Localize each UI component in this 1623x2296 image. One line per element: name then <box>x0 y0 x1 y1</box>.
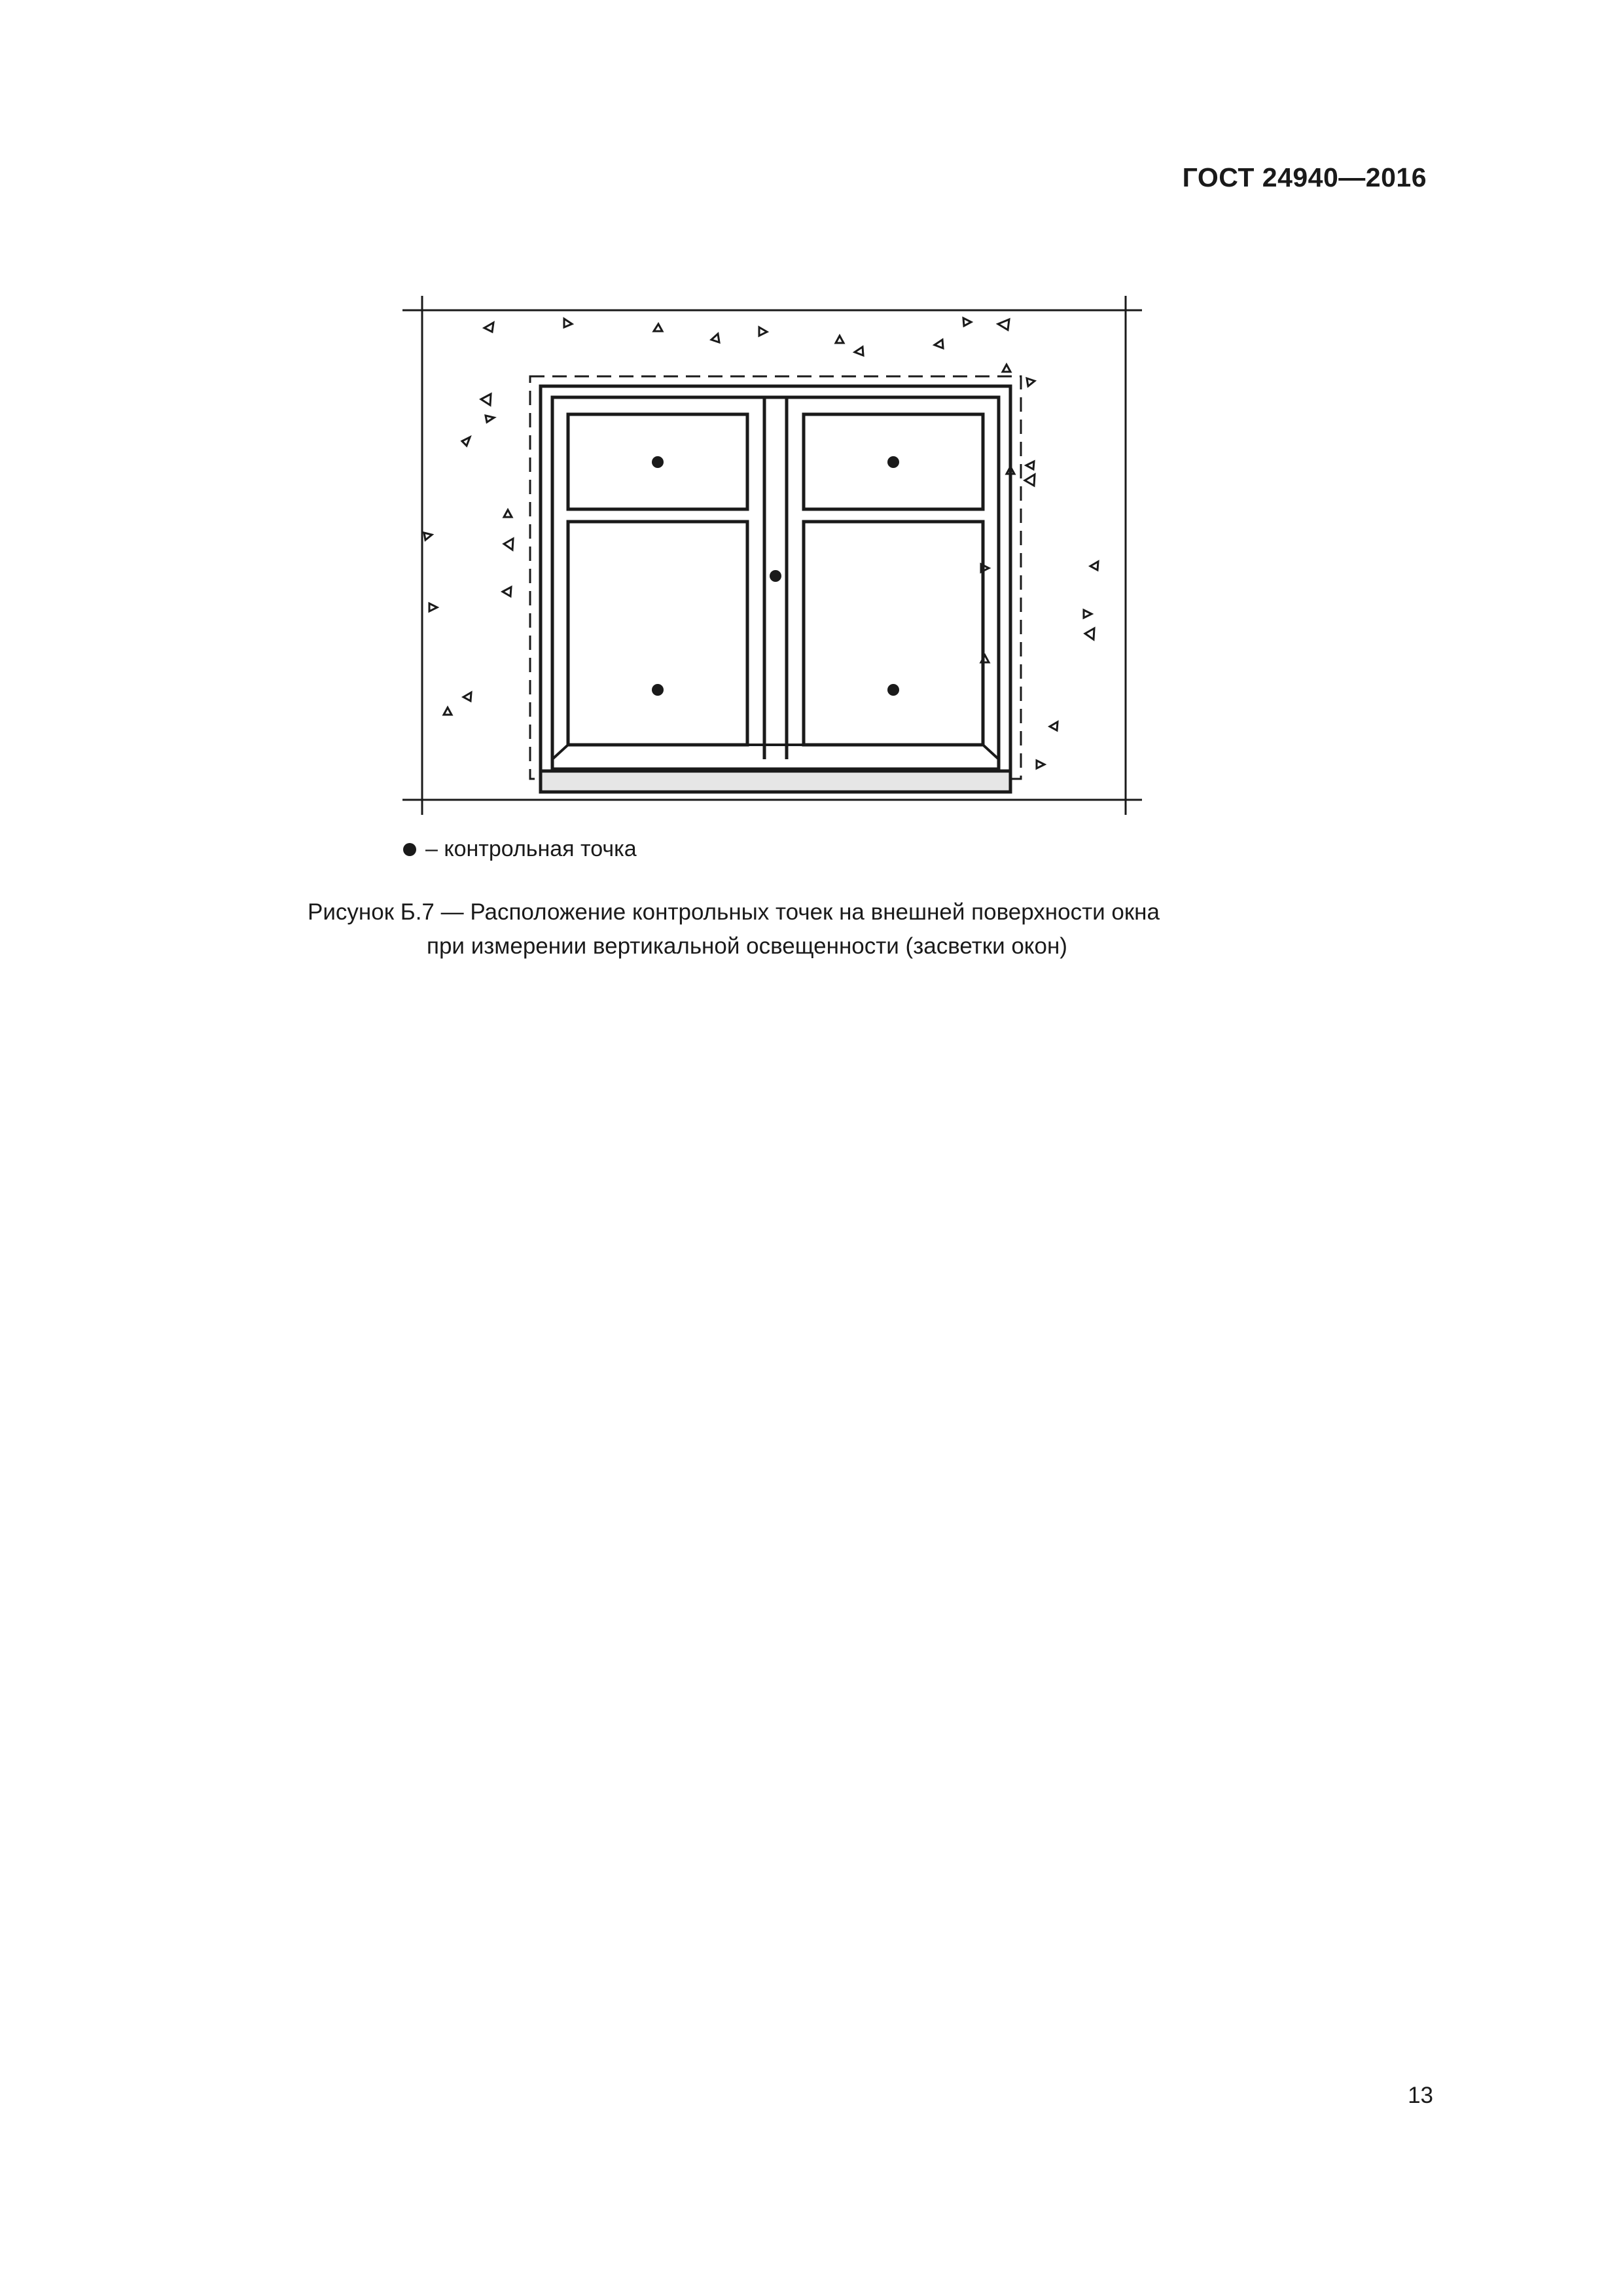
texture-mark <box>963 318 971 326</box>
texture-mark <box>1026 461 1034 469</box>
texture-mark <box>998 319 1009 330</box>
texture-mark <box>1090 562 1098 570</box>
texture-mark <box>1025 475 1035 486</box>
texture-mark <box>1027 378 1035 386</box>
caption-line-1: Рисунок Б.7 — Расположение контрольных точек на внешней поверхности окна <box>308 899 1160 925</box>
control-point-legend-icon <box>403 843 416 856</box>
texture-mark <box>503 587 511 596</box>
texture-mark <box>564 319 572 327</box>
texture-mark <box>462 437 470 446</box>
texture-mark <box>711 334 719 342</box>
legend-text: – контрольная точка <box>425 836 637 861</box>
texture-mark <box>1050 722 1058 730</box>
window-diagram <box>393 288 1152 825</box>
texture-mark <box>429 603 437 611</box>
texture-mark <box>1084 610 1092 618</box>
window-inner-frame <box>552 397 999 769</box>
texture-mark <box>836 336 844 343</box>
left-lower-pane <box>568 522 747 745</box>
texture-mark <box>855 347 863 355</box>
control-point <box>652 456 664 468</box>
texture-mark <box>1003 365 1010 372</box>
texture-mark <box>486 416 494 422</box>
texture-mark <box>654 324 662 331</box>
control-point <box>887 456 899 468</box>
figure-caption <box>308 895 1160 963</box>
caption-line-2: при измерении вертикальной освещенности (засветки окон) <box>427 933 1067 959</box>
window-sill <box>541 771 1010 792</box>
control-point <box>652 684 664 696</box>
texture-mark <box>481 394 491 405</box>
texture-mark <box>1085 628 1094 639</box>
page-number: 13 <box>1408 2083 1433 2108</box>
texture-mark <box>424 533 432 540</box>
figure-legend <box>403 836 637 862</box>
document-code: ГОСТ 24940—2016 <box>1182 162 1427 192</box>
texture-mark <box>935 340 943 348</box>
control-point <box>770 570 781 582</box>
right-lower-pane <box>804 522 983 745</box>
control-point <box>887 684 899 696</box>
texture-mark <box>463 692 471 701</box>
texture-mark <box>504 510 512 517</box>
sill-bevel <box>552 745 999 759</box>
texture-mark <box>484 323 493 332</box>
window-outer-frame <box>541 386 1010 792</box>
texture-mark <box>504 539 513 550</box>
texture-mark <box>1037 761 1044 768</box>
texture-mark <box>444 708 452 715</box>
texture-mark <box>759 327 767 336</box>
